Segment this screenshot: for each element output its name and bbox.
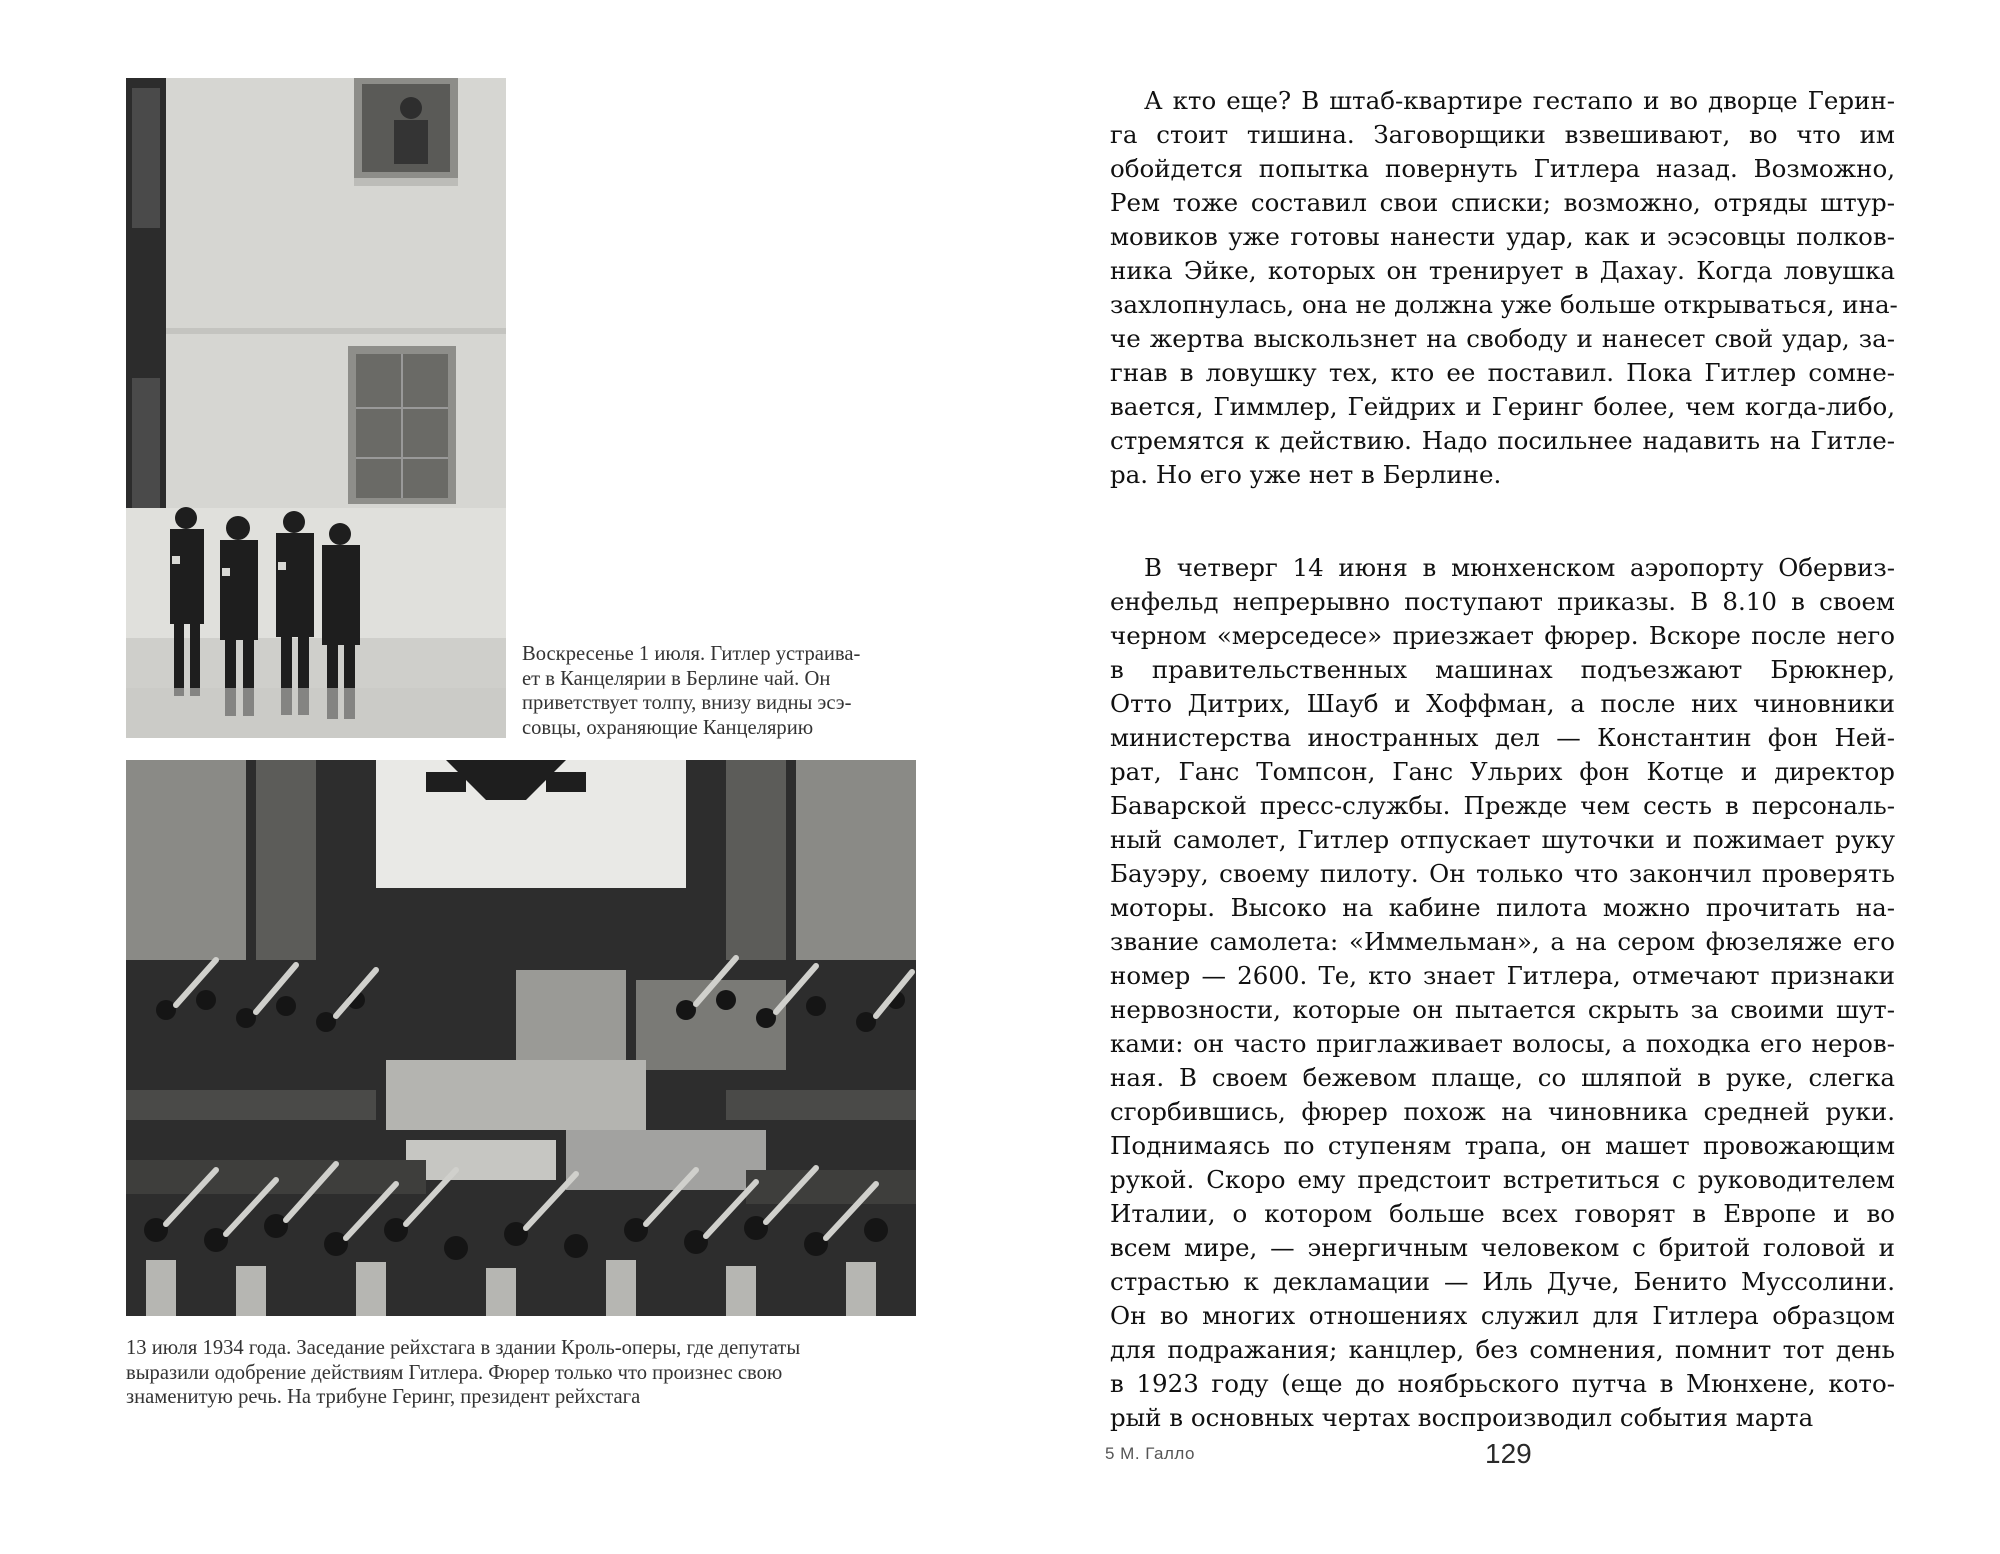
text-line: енфельд непрерывно поступают приказы. В 8.10 в своем: [1110, 587, 1895, 616]
text-line: гнав в ловушку тех, кто ее поставил. Пока Гитлер сомне-: [1110, 358, 1895, 387]
text-line: рый в основных чертах воспроизводил события марта: [1110, 1403, 1814, 1432]
paragraph-2: [1110, 551, 1895, 1435]
text-line: рат, Ганс Томпсон, Ганс Ульрих фон Котце и директор: [1110, 757, 1895, 786]
text-line: в 1923 году (еще до ноябрьского путча в Мюнхене, кото-: [1110, 1369, 1895, 1398]
text-line: ника Эйке, которых он тренирует в Дахау. Когда ловушка: [1110, 256, 1895, 285]
text-line: захлопнулась, она не должна уже больше открываться, ина-: [1110, 290, 1898, 319]
photo-chancellery-balcony: [126, 78, 506, 738]
text-line: Бауэру, своему пилоту. Он только что закончил проверять: [1110, 859, 1895, 888]
text-line: в правительственных машинах подъезжают Брюкнер,: [1110, 655, 1895, 684]
text-line: стремятся к действию. Надо посильнее надавить на Гитле-: [1110, 426, 1895, 455]
caption-line: совцы, охраняющие Канцелярию: [522, 716, 814, 739]
photo-reichstag-session: [126, 760, 916, 1316]
text-line: Он во многих отношениях служил для Гитлера образцом: [1110, 1301, 1895, 1330]
caption-line: 13 июля 1934 года. Заседание рейхстага в здании Кроль-оперы, где депутаты: [126, 1337, 801, 1359]
text-line: номер — 2600. Те, кто знает Гитлера, отмечают признаки: [1110, 961, 1895, 990]
photo-bottom-caption: [126, 1336, 926, 1410]
text-line: моторы. Высоко на кабине пилота можно прочитать на-: [1110, 893, 1895, 922]
caption-line: знаменитую речь. На трибуне Геринг, президент рейхстага: [126, 1386, 641, 1408]
text-line: нервозности, которые он пытается скрыть за своими шут-: [1110, 995, 1895, 1024]
photo-top-caption: [522, 642, 922, 740]
caption-line: выразили одобрение действиям Гитлера. Фюрер только что произнес свою: [126, 1361, 783, 1384]
text-line: га стоит тишина. Заговорщики взвешивают, во что им: [1110, 120, 1895, 149]
text-line: черном «мерседесе» приезжает фюрер. Вскоре после него: [1110, 621, 1895, 650]
text-line: страстью к декламации — Иль Дуче, Бенито Муссолини.: [1110, 1267, 1895, 1296]
text-line: В четверг 14 июня в мюнхенском аэропорту Обервиз-: [1144, 553, 1895, 582]
text-line: Баварской пресс-службы. Прежде чем сесть в персональ-: [1110, 791, 1895, 820]
caption-line: ет в Канцелярии в Берлине чай. Он: [522, 667, 831, 690]
text-line: ная. В своем бежевом плаще, со шляпой в руке, слегка: [1110, 1063, 1895, 1092]
text-line: сгорбившись, фюрер похож на чиновника средней руки.: [1110, 1097, 1895, 1126]
text-line: всем мире, — энергичным человеком с бритой головой и: [1110, 1233, 1895, 1262]
text-line: для подражания; канцлер, без сомнения, помнит тот день: [1110, 1335, 1895, 1364]
caption-line: приветствует толпу, внизу видны эсэ-: [522, 692, 852, 714]
caption-line: Воскресенье 1 июля. Гитлер устраива-: [522, 643, 861, 665]
text-line: мовиков уже готовы нанести удар, как и эсэсовцы полков-: [1110, 222, 1895, 251]
text-line: че жертва выскользнет на свободу и нанесет свой удар, за-: [1110, 324, 1895, 353]
text-line: А кто еще? В штаб-квартире гестапо и во дворце Герин-: [1144, 86, 1895, 115]
page-number: 129: [1485, 1438, 1532, 1469]
text-line: министерства иностранных дел — Константин фон Ней-: [1110, 723, 1895, 752]
text-line: рукой. Скоро ему предстоит встретиться с руководителем: [1110, 1165, 1895, 1194]
paragraph-1: [1110, 84, 1898, 492]
text-line: Италии, о котором больше всех говорят в Европе и во: [1110, 1199, 1895, 1228]
text-line: Рем тоже составил свои списки; возможно, отряды штур-: [1110, 188, 1895, 217]
footer-signature: 5 М. Галло: [1105, 1444, 1195, 1463]
photo-reichstag-image: [126, 760, 916, 1316]
text-line: ками: он часто приглаживает волосы, а походка его неров-: [1110, 1029, 1895, 1058]
photo-chancellery-image: [126, 78, 506, 738]
text-line: ра. Но его уже нет в Берлине.: [1110, 460, 1502, 489]
text-line: вается, Гиммлер, Гейдрих и Геринг более, чем когда-либо,: [1110, 392, 1895, 421]
text-line: обойдется попытка повернуть Гитлера назад. Возможно,: [1110, 154, 1895, 183]
text-line: звание самолета: «Иммельман», а на сером фюзеляже его: [1110, 927, 1895, 956]
text-line: Отто Дитрих, Шауб и Хоффман, а после них чиновники: [1110, 689, 1895, 718]
text-line: ный самолет, Гитлер отпускает шуточки и пожимает руку: [1110, 825, 1895, 854]
text-line: Поднимаясь по ступеням трапа, он машет провожающим: [1110, 1131, 1895, 1160]
